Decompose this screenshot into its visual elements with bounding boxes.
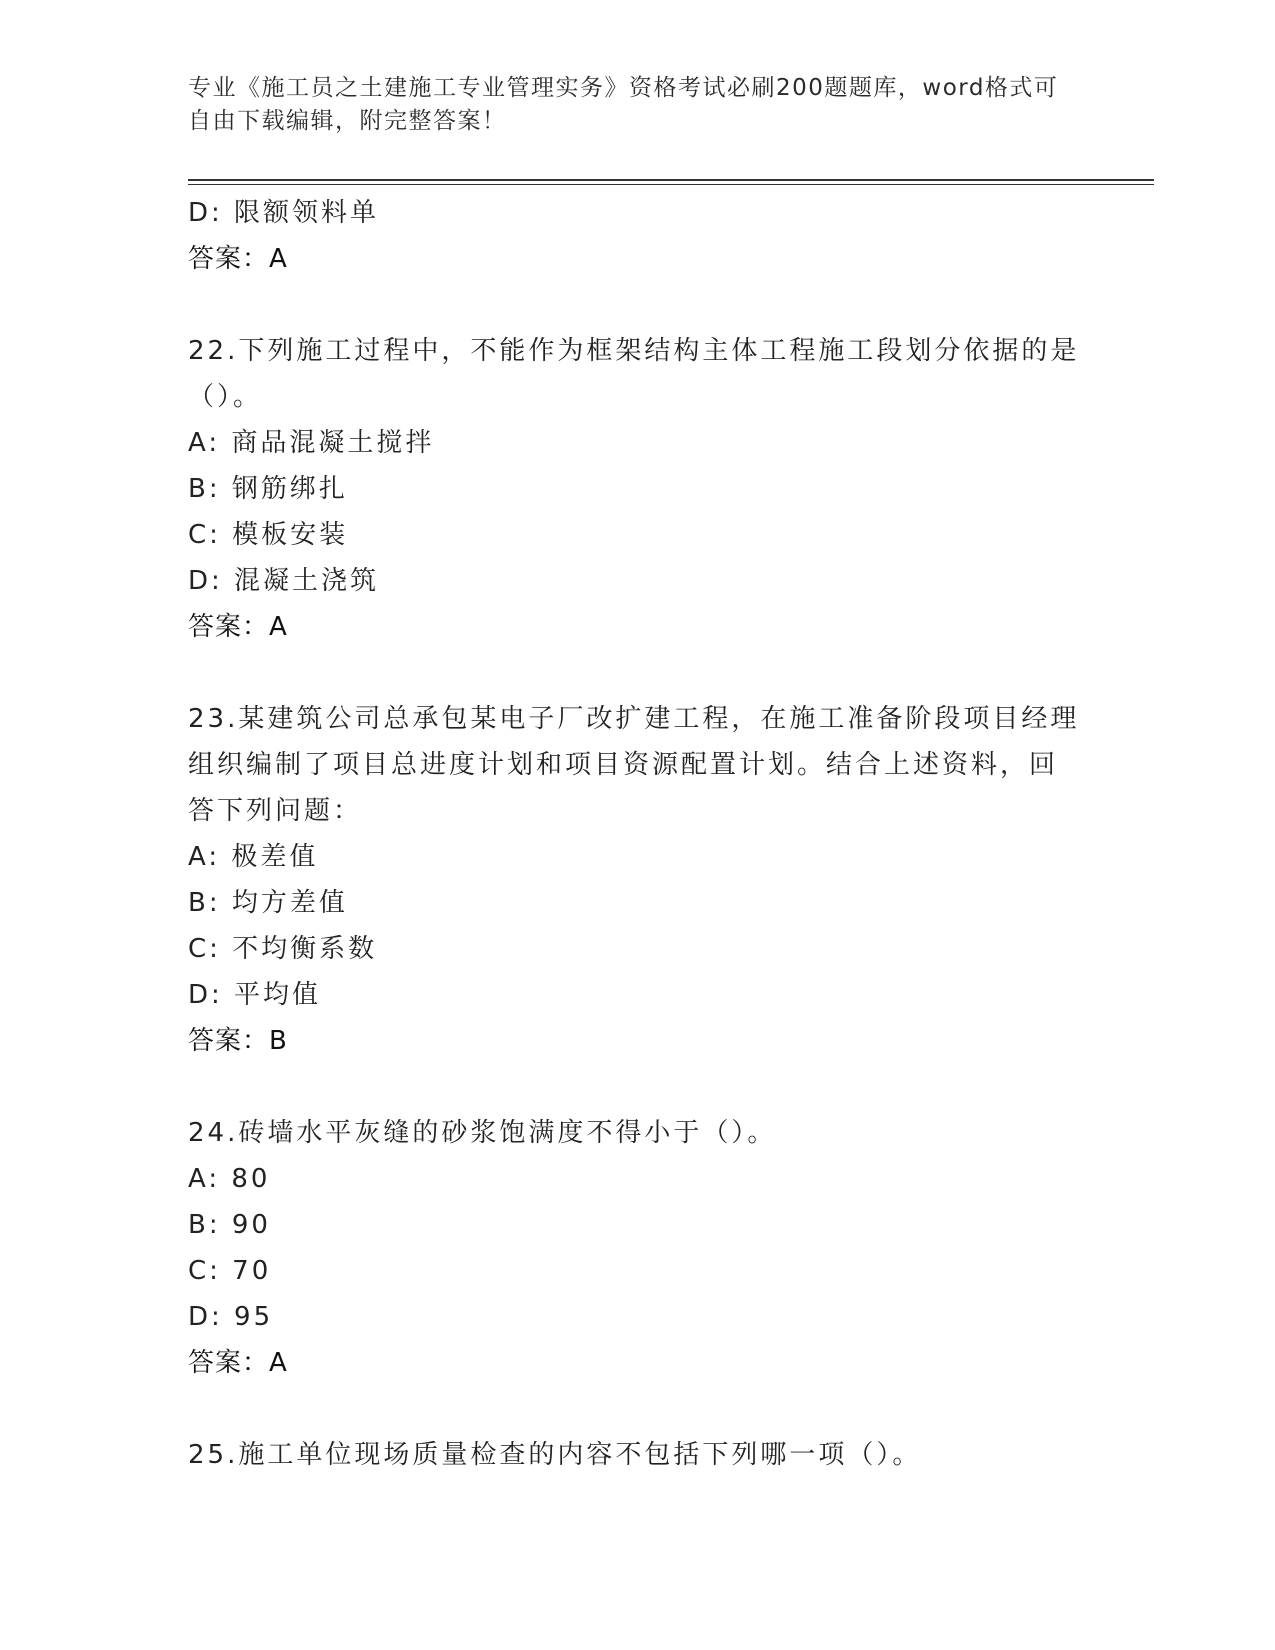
question-text-line: 答下列问题： xyxy=(188,796,363,826)
question-23 xyxy=(188,696,1088,1064)
question-text-line: 24.砖墙水平灰缝的砂浆饱满度不得小于（）。 xyxy=(188,1118,777,1148)
question-text-line: （）。 xyxy=(188,382,263,412)
option-c: C: 70 xyxy=(188,1256,272,1286)
option-d: D: 混凝土浇筑 xyxy=(188,566,380,596)
question-24 xyxy=(188,1110,1088,1386)
option-c: C: 不均衡系数 xyxy=(188,934,378,964)
answer-text: 答案：A xyxy=(188,612,288,642)
option-d: D: 平均值 xyxy=(188,980,322,1010)
option-b: B: 均方差值 xyxy=(188,888,348,918)
option-b: B: 90 xyxy=(188,1210,271,1240)
question-text-line: 22.下列施工过程中，不能作为框架结构主体工程施工段划分依据的是 xyxy=(188,336,1080,366)
spacer xyxy=(188,1386,1088,1432)
option-d: D: 95 xyxy=(188,1302,274,1332)
spacer xyxy=(188,650,1088,696)
spacer xyxy=(188,1064,1088,1110)
question-text-line: 组织编制了项目总进度计划和项目资源配置计划。结合上述资料，回 xyxy=(188,750,1059,780)
document-header xyxy=(188,72,1088,138)
question-list xyxy=(188,190,1088,1478)
question-25 xyxy=(188,1432,1088,1478)
spacer xyxy=(188,282,1088,328)
option-a: A: 商品混凝土搅拌 xyxy=(188,428,435,458)
answer-text: 答案：B xyxy=(188,1026,288,1056)
answer-text: 答案：A xyxy=(188,244,288,274)
answer-text: 答案：A xyxy=(188,1348,288,1378)
option-d: D: 限额领料单 xyxy=(188,198,380,228)
header-line-2: 自由下载编辑，附完整答案！ xyxy=(188,108,507,134)
question-22 xyxy=(188,328,1088,650)
option-a: A: 极差值 xyxy=(188,842,319,872)
option-a: A: 80 xyxy=(188,1164,271,1194)
option-c: C: 模板安装 xyxy=(188,520,349,550)
option-b: B: 钢筋绑扎 xyxy=(188,474,348,504)
header-divider-thin xyxy=(188,184,1154,185)
question-text-line: 23.某建筑公司总承包某电子厂改扩建工程，在施工准备阶段项目经理 xyxy=(188,704,1080,734)
question-text-line: 25.施工单位现场质量检查的内容不包括下列哪一项（）。 xyxy=(188,1440,922,1470)
header-divider xyxy=(188,179,1154,181)
header-line-1: 专业《施工员之土建施工专业管理实务》资格考试必刷200题题库，word格式可 xyxy=(188,75,1059,101)
